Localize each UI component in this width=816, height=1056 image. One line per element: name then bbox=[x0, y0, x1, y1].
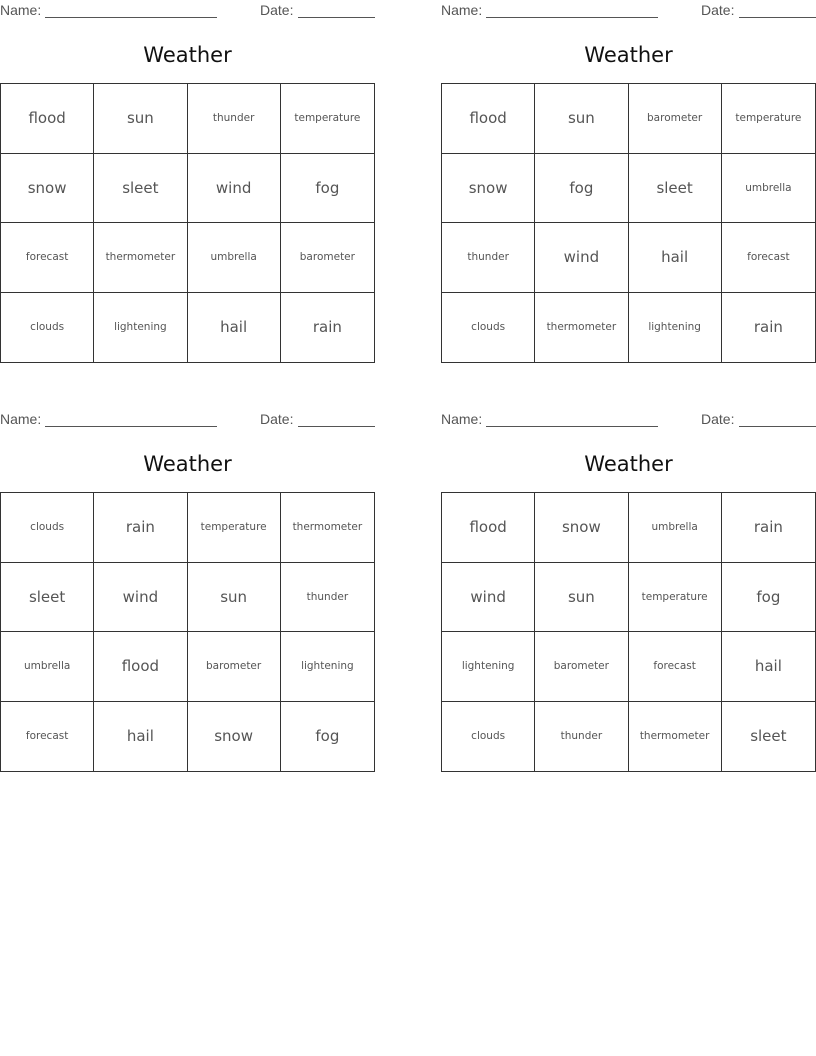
bingo-cell: umbrella bbox=[722, 154, 815, 224]
bingo-cell: sun bbox=[535, 563, 628, 633]
bingo-cell: rain bbox=[753, 318, 783, 337]
name-label: Name: bbox=[0, 411, 42, 427]
date-blank-line bbox=[739, 17, 816, 18]
bingo-cell: forecast bbox=[629, 632, 722, 702]
bingo-cell: hail bbox=[94, 702, 187, 772]
bingo-cell: thermometer bbox=[281, 493, 374, 563]
card-title: Weather bbox=[143, 43, 232, 67]
name-blank-line bbox=[486, 17, 658, 18]
bingo-cell: lightening bbox=[629, 293, 722, 363]
bingo-cell: lightening bbox=[281, 632, 374, 702]
date-label: Date: bbox=[260, 411, 294, 427]
bingo-cell: umbrella bbox=[629, 493, 722, 563]
date-label: Date: bbox=[701, 411, 735, 427]
name-label: Name: bbox=[441, 411, 483, 427]
bingo-cell: fog bbox=[281, 154, 374, 224]
bingo-cell: hail bbox=[188, 293, 281, 363]
bingo-cell: lightening bbox=[94, 293, 187, 363]
bingo-cell: thermometer bbox=[535, 293, 628, 363]
bingo-cell: snow bbox=[442, 154, 535, 224]
card-header bbox=[441, 411, 816, 429]
bingo-cell: sleet bbox=[94, 154, 187, 224]
bingo-grid bbox=[0, 492, 375, 772]
bingo-cell: umbrella bbox=[1, 632, 94, 702]
bingo-cell: rain bbox=[722, 493, 815, 563]
bingo-cell: flood bbox=[1, 84, 94, 154]
bingo-cell: wind bbox=[94, 563, 187, 633]
date-label: Date: bbox=[260, 2, 294, 18]
bingo-cell: barometer bbox=[281, 223, 374, 293]
bingo-cell: lightening bbox=[442, 632, 535, 702]
bingo-cell: forecast bbox=[1, 223, 94, 293]
bingo-cell: clouds bbox=[1, 493, 94, 563]
bingo-cell: sleet bbox=[629, 154, 722, 224]
bingo-cell: sun bbox=[94, 84, 187, 154]
bingo-grid bbox=[441, 83, 816, 363]
bingo-cell: rain bbox=[312, 318, 342, 337]
bingo-cell: snow bbox=[188, 702, 281, 772]
bingo-cell: clouds bbox=[442, 293, 535, 363]
bingo-cell: fog bbox=[722, 563, 815, 633]
bingo-cell: wind bbox=[535, 223, 628, 293]
name-label: Name: bbox=[0, 2, 42, 18]
name-blank-line bbox=[45, 426, 217, 427]
bingo-cell: flood bbox=[442, 493, 535, 563]
bingo-cell: sleet bbox=[750, 727, 787, 746]
bingo-cell: barometer bbox=[188, 632, 281, 702]
bingo-grid bbox=[0, 83, 375, 363]
bingo-cell: temperature bbox=[281, 84, 374, 154]
bingo-cell: wind bbox=[188, 154, 281, 224]
bingo-cell: thunder bbox=[281, 563, 374, 633]
bingo-cell: fog bbox=[535, 154, 628, 224]
bingo-cell: fog bbox=[315, 727, 340, 746]
name-blank-line bbox=[486, 426, 658, 427]
bingo-cell: flood bbox=[94, 632, 187, 702]
bingo-cell: temperature bbox=[629, 563, 722, 633]
bingo-cell: thunder bbox=[535, 702, 628, 772]
bingo-cell: hail bbox=[629, 223, 722, 293]
bingo-cell: snow bbox=[535, 493, 628, 563]
bingo-cell: sleet bbox=[1, 563, 94, 633]
bingo-cell: clouds bbox=[1, 293, 94, 363]
date-blank-line bbox=[739, 426, 816, 427]
bingo-cell: thunder bbox=[188, 84, 281, 154]
bingo-grid bbox=[441, 492, 816, 772]
bingo-cell: rain bbox=[94, 493, 187, 563]
date-blank-line bbox=[298, 426, 375, 427]
bingo-card-1 bbox=[0, 0, 375, 365]
bingo-card-3 bbox=[0, 409, 375, 774]
bingo-card-4 bbox=[441, 409, 816, 774]
card-title: Weather bbox=[584, 43, 673, 67]
bingo-cell: snow bbox=[1, 154, 94, 224]
bingo-cell: flood bbox=[442, 84, 535, 154]
bingo-cell: barometer bbox=[535, 632, 628, 702]
bingo-cell: hail bbox=[722, 632, 815, 702]
bingo-cell: umbrella bbox=[188, 223, 281, 293]
name-blank-line bbox=[45, 17, 217, 18]
bingo-cell: sun bbox=[188, 563, 281, 633]
bingo-cell: temperature bbox=[188, 493, 281, 563]
bingo-cell: thermometer bbox=[629, 702, 722, 772]
bingo-cell: sun bbox=[535, 84, 628, 154]
name-label: Name: bbox=[441, 2, 483, 18]
bingo-cell: forecast bbox=[1, 702, 94, 772]
bingo-cell: clouds bbox=[442, 702, 535, 772]
card-header bbox=[0, 2, 375, 20]
bingo-cell: thermometer bbox=[94, 223, 187, 293]
date-label: Date: bbox=[701, 2, 735, 18]
date-blank-line bbox=[298, 17, 375, 18]
card-title: Weather bbox=[584, 452, 673, 476]
bingo-cell: temperature bbox=[722, 84, 815, 154]
card-header bbox=[441, 2, 816, 20]
bingo-card-2 bbox=[441, 0, 816, 365]
card-title: Weather bbox=[143, 452, 232, 476]
bingo-cell: thunder bbox=[442, 223, 535, 293]
bingo-cell: barometer bbox=[629, 84, 722, 154]
bingo-cell: wind bbox=[442, 563, 535, 633]
bingo-cell: forecast bbox=[722, 223, 815, 293]
card-header bbox=[0, 411, 375, 429]
